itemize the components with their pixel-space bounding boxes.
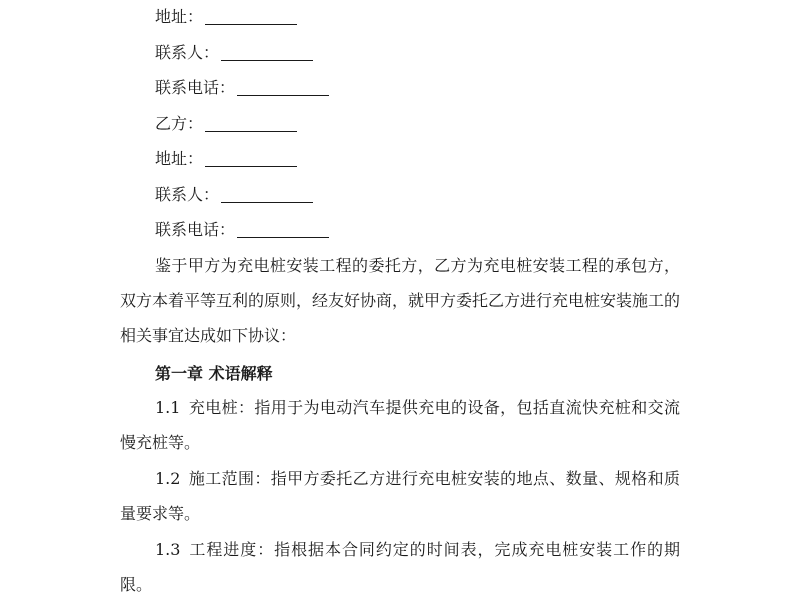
party-b-name-line: [155, 111, 297, 137]
party-a-contact-label: 联系人：: [155, 43, 220, 62]
term-item-1-2: [120, 461, 680, 531]
party-a-address-line: [155, 4, 297, 30]
party-b-address-blank: [205, 146, 297, 167]
party-b-contact-blank: [221, 182, 313, 203]
preamble-paragraph: 鉴于甲方为充电桩安装工程的委托方，乙方为充电桩安装工程的承包方，双方本着平等互利的原则，经友好协商，就甲方委托乙方进行充电桩安装施工的相关事宜达成如下协议：: [120, 256, 681, 345]
chapter-1-heading: 第一章 术语解释: [155, 364, 273, 383]
party-b-contact-line: [155, 182, 313, 208]
term-item-text: 施工范围：指甲方委托乙方进行充电桩安装的地点、数量、规格和质量要求等。: [120, 469, 680, 523]
party-a-phone-blank: [237, 75, 329, 96]
party-b-address-label: 地址：: [155, 149, 204, 168]
party-b-address-line: [155, 146, 297, 172]
party-b-phone-blank: [237, 217, 329, 238]
term-item-number: 1.2: [155, 469, 181, 488]
party-b-phone-line: [155, 217, 329, 243]
party-a-phone-line: [155, 75, 329, 101]
term-item-number: 1.3: [155, 540, 181, 559]
term-item-text: 充电桩：指用于为电动汽车提供充电的设备，包括直流快充桩和交流慢充桩等。: [120, 398, 680, 452]
party-b-contact-label: 联系人：: [155, 185, 220, 204]
term-item-1-3: [120, 532, 680, 602]
party-a-contact-line: [155, 40, 313, 66]
party-a-address-label: 地址：: [155, 7, 204, 26]
term-item-number: 1.1: [155, 398, 181, 417]
party-a-phone-label: 联系电话：: [155, 78, 236, 97]
party-b-phone-label: 联系电话：: [155, 220, 236, 239]
party-b-name-blank: [205, 111, 297, 132]
term-item-text: 工程进度：指根据本合同约定的时间表，完成充电桩安装工作的期限。: [120, 540, 680, 594]
party-a-contact-blank: [221, 40, 313, 61]
party-b-name-label: 乙方：: [155, 114, 204, 133]
party-a-address-blank: [205, 4, 297, 25]
term-item-1-1: [120, 390, 680, 460]
